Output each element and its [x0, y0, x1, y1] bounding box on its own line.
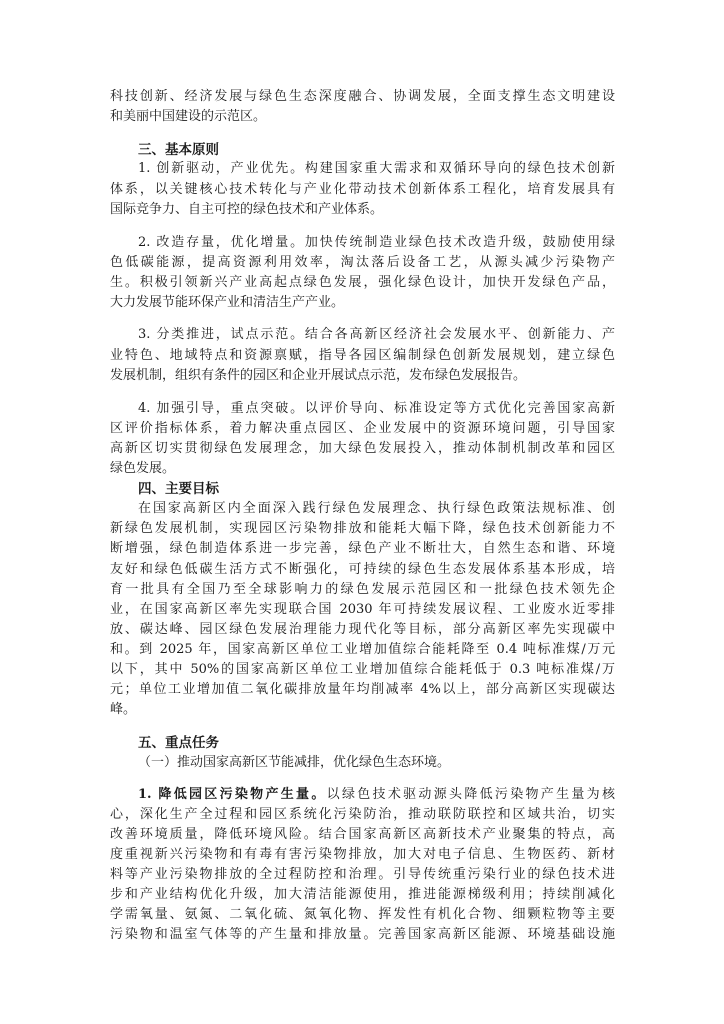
paragraph-line: 区评价指标体系，着力解决重点园区、企业发展中的资源环境问题，引导国家	[110, 421, 615, 436]
paragraph-line: 2. 改造存量，优化增量。加快传统制造业绿色技术改造升级，鼓励使用绿	[138, 235, 615, 250]
item-title: 1. 降低园区污染物产生量。	[138, 787, 327, 802]
paragraph-line: 育一批具有全国乃至全球影响力的绿色发展示范园区和一批绿色技术领先企	[110, 582, 615, 597]
paragraph-line: 改善环境质量，降低环境风险。结合国家高新区高新技术产业聚集的特点，高	[110, 827, 615, 842]
paragraph-line: 污染物和温室气体等的产生量和排放量。完善国家高新区能源、环境基础设施	[110, 927, 615, 942]
intro-line: 科技创新、经济发展与绿色生态深度融合、协调发展，全面支撑生态文明建设	[110, 89, 615, 104]
paragraph-line: 色低碳能源，提高资源利用效率，淘汰落后设备工艺，从源头减少污染物产	[110, 255, 615, 270]
paragraph-line: 峰。	[110, 702, 137, 717]
paragraph-line: 体系，以关键核心技术转化与产业化带动技术创新体系工程化，培育发展具有	[110, 182, 615, 197]
paragraph-line: 高新区切实贯彻绿色发展理念，加大绿色发展投入，推动体制机制改革和园区	[110, 441, 615, 456]
paragraph-line: 业特色、地域特点和资源禀赋，指导各园区编制绿色创新发展规划，建立绿色	[110, 348, 615, 363]
paragraph-line: 友好和绿色低碳生活方式不断强化，可持续的绿色生态发展体系基本形成，培	[110, 562, 615, 577]
paragraph-line: 4. 加强引导，重点突破。以评价导向、标准设定等方式优化完善国家高新	[138, 401, 615, 416]
paragraph-line	[138, 786, 615, 804]
intro-line: 和美丽中国建设的示范区。	[110, 109, 267, 124]
paragraph-line: 3. 分类推进，试点示范。结合各高新区经济社会发展水平、创新能力、产	[138, 327, 615, 342]
paragraph-line: 学需氧量、氨氮、二氧化硫、氮氧化物、挥发性有机化合物、细颗粒物等主要	[110, 907, 615, 922]
section-heading: 三、基本原则	[138, 142, 219, 158]
paragraph-line: 放、碳达峰、园区绿色发展治理能力现代化等目标，部分高新区率先实现碳中	[110, 622, 615, 637]
paragraph-line: 1. 创新驱动，产业优先。构建国家重大需求和双循环导向的绿色技术创新	[138, 161, 615, 176]
paragraph-line: 步和产业结构优化升级，加大清洁能源使用，推进能源梯级利用；持续削减化	[110, 887, 615, 902]
paragraph-line: 度重视新兴污染物和有毒有害污染物排放，加大对电子信息、生物医药、新材	[110, 847, 615, 862]
section-heading: 五、重点任务	[138, 735, 219, 751]
paragraph-line: 在国家高新区内全面深入践行绿色发展理念、执行绿色政策法规标准、创	[138, 501, 615, 516]
subsection-heading: （一）推动国家高新区节能减排，优化绿色生态环境。	[138, 755, 451, 770]
paragraph-line: 发展机制，组织有条件的园区和企业开展试点示范，发布绿色发展报告。	[110, 368, 527, 383]
paragraph-line: 绿色发展。	[110, 461, 176, 476]
paragraph-line: 业，在国家高新区率先实现联合国 2030 年可持续发展议程、工业废水近零排	[110, 602, 615, 617]
paragraph-line: 大力发展节能环保产业和清洁生产产业。	[110, 295, 345, 310]
item-text: 以绿色技术驱动源头降低污染物产生量为核	[326, 787, 615, 802]
paragraph-line: 和。到 2025 年，国家高新区单位工业增加值综合能耗降至 0.4 吨标准煤/万元	[110, 642, 615, 657]
paragraph-line: 新绿色发展机制，实现园区污染物排放和能耗大幅下降，绿色技术创新能力不	[110, 521, 615, 536]
paragraph-line: 断增强，绿色制造体系进一步完善，绿色产业不断壮大，自然生态和谐、环境	[110, 541, 615, 556]
paragraph-line: 以下，其中 50%的国家高新区单位工业增加值综合能耗低于 0.3 吨标准煤/万	[110, 662, 615, 677]
paragraph-line: 生。积极引领新兴产业高起点绿色发展，强化绿色设计，加快开发绿色产品，	[110, 275, 615, 290]
paragraph-line: 国际竞争力、自主可控的绿色技术和产业体系。	[110, 202, 384, 217]
section-heading: 四、主要目标	[138, 481, 219, 497]
paragraph-line: 心，深化生产全过程和园区系统化污染防治，推动联防联控和区域共治，切实	[110, 807, 615, 822]
paragraph-line: 料等产业污染物排放的全过程防控和治理。引导传统重污染行业的绿色技术进	[110, 867, 615, 882]
paragraph-line: 元；单位工业增加值二氧化碳排放量年均削减率 4%以上，部分高新区实现碳达	[110, 682, 615, 697]
